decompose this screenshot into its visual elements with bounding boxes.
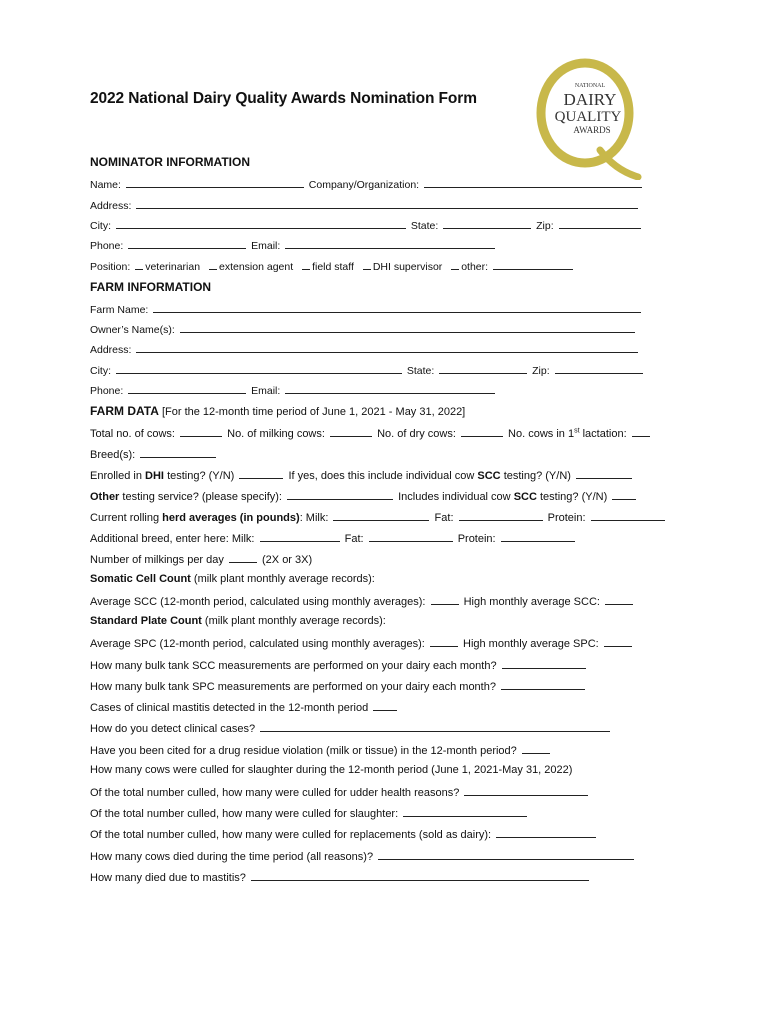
detect-row: How do you detect clinical cases? <box>90 721 612 735</box>
farm-city-field[interactable] <box>116 363 402 374</box>
farm-phone-field[interactable] <box>128 383 246 394</box>
milking-cows-field[interactable] <box>330 426 372 437</box>
company-label: Company/Organization: <box>308 179 420 191</box>
pos-other-check[interactable] <box>451 259 459 270</box>
avg-scc-row: Average SCC (12-month period, calculated using monthly averages): High monthly average SCC: <box>90 594 635 608</box>
bulk-scc-row: How many bulk tank SCC measurements are performed on your dairy each month? <box>90 658 588 672</box>
nominator-city-row <box>90 218 643 232</box>
milkings-field[interactable] <box>229 552 257 563</box>
pos-ext-label: extension agent <box>219 261 294 273</box>
farm-zip-label: Zip: <box>532 365 550 377</box>
farm-data-heading: FARM DATA <box>90 404 159 418</box>
nominator-phone-row <box>90 238 497 252</box>
form-title: 2022 National Dairy Quality Awards Nomination Form <box>90 90 477 107</box>
nominator-heading: NOMINATOR INFORMATION <box>90 155 250 169</box>
nominator-address-row <box>90 198 640 212</box>
milking-cows-label: No. of milking cows: <box>227 428 325 440</box>
name-field[interactable] <box>126 177 304 188</box>
slaughter-field[interactable] <box>403 806 527 817</box>
owners-label: Owner’s Name(s): <box>90 324 175 336</box>
farm-email-field[interactable] <box>285 383 495 394</box>
nominator-position-row <box>90 259 575 273</box>
farm-data-period: [For the 12-month time period of June 1, 2021 - May 31, 2022] <box>161 406 466 418</box>
nominator-name-row <box>90 177 644 191</box>
residue-row: Have you been cited for a drug residue violation (milk or tissue) in the 12-month period? <box>90 743 552 757</box>
udder-row: Of the total number culled, how many were culled for udder health reasons? <box>90 785 590 799</box>
pos-ext-check[interactable] <box>209 259 217 270</box>
logo-quality: QUALITY <box>554 109 622 125</box>
email-field[interactable] <box>285 238 495 249</box>
cows-row <box>90 426 652 440</box>
herd-avg-row: Current rolling herd averages (in pounds): Milk: Fat: Protein: <box>90 510 667 524</box>
herd-protein-field[interactable] <box>591 510 665 521</box>
detect-field[interactable] <box>260 721 610 732</box>
farm-address-field[interactable] <box>136 342 638 353</box>
avg-spc-row: Average SPC (12-month period, calculated using monthly averages): High monthly average SPC: <box>90 636 634 650</box>
dry-cows-label: No. of dry cows: <box>377 428 456 440</box>
farm-phone-label: Phone: <box>90 385 124 397</box>
died-mastitis-field[interactable] <box>251 870 589 881</box>
pos-field-label: field staff <box>312 261 354 273</box>
farm-address-label: Address: <box>90 344 132 356</box>
add-breed-milk-field[interactable] <box>260 531 340 542</box>
city-field[interactable] <box>116 218 406 229</box>
avg-spc-field[interactable] <box>430 636 458 647</box>
zip-label: Zip: <box>536 220 554 232</box>
mastitis-field[interactable] <box>373 700 397 711</box>
address-field[interactable] <box>136 198 638 209</box>
herd-fat-field[interactable] <box>459 510 543 521</box>
company-field[interactable] <box>424 177 642 188</box>
other-testing-field[interactable] <box>287 489 393 500</box>
name-label: Name: <box>90 179 121 191</box>
farm-name-label: Farm Name: <box>90 304 149 316</box>
bulk-spc-field[interactable] <box>501 679 585 690</box>
farm-address-row <box>90 342 640 356</box>
address-label: Address: <box>90 200 132 212</box>
breeds-label: Breed(s): <box>90 449 136 461</box>
position-label: Position: <box>90 261 131 273</box>
scc-heading-row: Somatic Cell Count (milk plant monthly average records): <box>90 573 375 585</box>
dhi-field[interactable] <box>239 468 283 479</box>
add-breed-row: Additional breed, enter here: Milk: Fat: Protein: <box>90 531 577 545</box>
slaughter-row: Of the total number culled, how many were culled for slaughter: <box>90 806 529 820</box>
bulk-scc-field[interactable] <box>502 658 586 669</box>
pos-other-field[interactable] <box>493 259 573 270</box>
pos-vet-label: veterinarian <box>145 261 201 273</box>
add-breed-protein-field[interactable] <box>501 531 575 542</box>
pos-other-label: other: <box>461 261 489 273</box>
farm-data-heading-row <box>90 404 465 418</box>
pos-field-check[interactable] <box>302 259 310 270</box>
state-label: State: <box>410 220 439 232</box>
phone-label: Phone: <box>90 240 124 252</box>
logo-awards: AWARDS <box>573 125 611 135</box>
phone-field[interactable] <box>128 238 246 249</box>
replace-row: Of the total number culled, how many were culled for replacements (sold as dairy): <box>90 827 598 841</box>
farm-info-heading: FARM INFORMATION <box>90 280 212 294</box>
died-mastitis-row: How many died due to mastitis? <box>90 870 591 884</box>
pos-dhi-check[interactable] <box>363 259 371 270</box>
breeds-row <box>90 447 218 461</box>
pos-vet-check[interactable] <box>135 259 143 270</box>
dry-cows-field[interactable] <box>461 426 503 437</box>
farm-city-row <box>90 363 645 377</box>
spc-heading-row: Standard Plate Count (milk plant monthly average records): <box>90 615 386 627</box>
dhi-row: Enrolled in DHI testing? (Y/N) If yes, does this include individual cow SCC testing? (Y/N) <box>90 468 634 482</box>
owners-row <box>90 322 637 336</box>
milkings-row: Number of milkings per day (2X or 3X) <box>90 554 313 566</box>
state-field[interactable] <box>443 218 531 229</box>
udder-field[interactable] <box>464 785 588 796</box>
logo-q-tail <box>600 150 638 177</box>
farm-name-field[interactable] <box>153 302 641 313</box>
culled-row: How many cows were culled for slaughter during the 12-month period (June 1, 2021-May 31, 2022) <box>90 764 573 776</box>
died-row: How many cows died during the time period (all reasons)? <box>90 849 636 863</box>
avg-scc-field[interactable] <box>431 594 459 605</box>
add-breed-fat-field[interactable] <box>369 531 453 542</box>
farm-state-label: State: <box>406 365 435 377</box>
breeds-field[interactable] <box>140 447 216 458</box>
bulk-spc-row: How many bulk tank SPC measurements are performed on your dairy each month? <box>90 679 587 693</box>
farm-zip-field[interactable] <box>555 363 643 374</box>
other-testing-row: Other testing service? (please specify): Includes individual cow SCC testing? (Y/N) <box>90 489 638 503</box>
replace-field[interactable] <box>496 827 596 838</box>
high-spc-field[interactable] <box>604 636 632 647</box>
farm-state-field[interactable] <box>439 363 527 374</box>
city-label: City: <box>90 220 111 232</box>
residue-field[interactable] <box>522 743 550 754</box>
logo-national: NATIONAL <box>574 83 606 89</box>
owners-field[interactable] <box>180 322 635 333</box>
dairy-quality-awards-logo <box>530 55 645 180</box>
logo-dairy: DAIRY <box>563 90 617 109</box>
total-cows-label: Total no. of cows: <box>90 428 175 440</box>
farm-name-row <box>90 302 643 316</box>
mastitis-row: Cases of clinical mastitis detected in the 12-month period <box>90 700 399 714</box>
scc-testing-field[interactable] <box>576 468 632 479</box>
email-label: Email: <box>251 240 281 252</box>
total-cows-field[interactable] <box>180 426 222 437</box>
includes-scc-field[interactable] <box>612 489 636 500</box>
herd-milk-field[interactable] <box>333 510 429 521</box>
farm-phone-row <box>90 383 497 397</box>
died-field[interactable] <box>378 849 634 860</box>
high-scc-field[interactable] <box>605 594 633 605</box>
lactation-field[interactable] <box>632 426 650 437</box>
farm-city-label: City: <box>90 365 111 377</box>
lactation-label: No. cows in 1st lactation: <box>508 427 627 440</box>
zip-field[interactable] <box>559 218 641 229</box>
pos-dhi-label: DHI supervisor <box>372 261 443 273</box>
farm-email-label: Email: <box>251 385 281 397</box>
